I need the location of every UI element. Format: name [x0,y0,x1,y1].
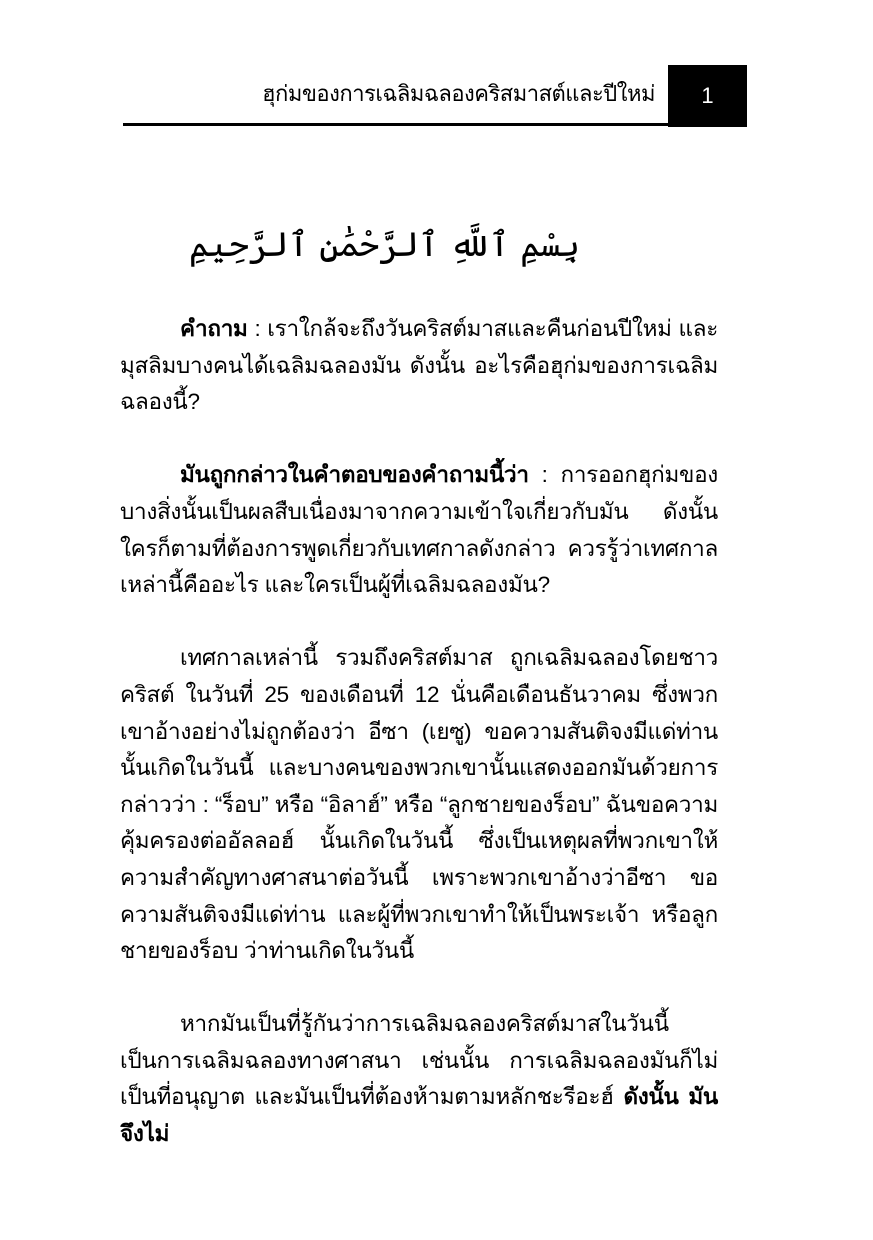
ruling-text: หากมันเป็นที่รู้กันว่าการเฉลิมฉลองคริสต์มาสในวันนี้เป็นการเฉลิมฉลองทางศาสนา เช่นนั้น การเฉลิมฉลองมันก็ไม่เป็นที่อนุญาต และมันเป็นที่ต้องห้ามตามหลักชะรีอะฮ์ [120,1011,718,1110]
answer-intro-text: : การออกฮุก่มของบางสิ่งนั้นเป็นผลสืบเนื่องมาจากความเข้าใจเกี่ยวกับมัน ดังนั้น ใครก็ตามที่ต้องการพูดเกี่ยวกับเทศกาลดังกล่าว ควรรู้ว่าเทศกาลเหล่านี้คืออะไร และใครเป็นผู้ที่เฉลิมฉลองมัน? [120,462,718,598]
paragraph-answer-intro [120,457,718,603]
question-label: คำถาม [180,316,248,341]
festivals-text: เทศกาลเหล่านี้ รวมถึงคริสต์มาส ถูกเฉลิมฉลองโดยชาวคริสต์ ในวันที่ 25 ของเดือนที่ 12 นั่นคือเดือนธันวาคม ซึ่งพวกเขาอ้างอย่างไม่ถูกต้องว่า อีซา (เยซู) ขอความสันติจงมีแด่ท่าน นั้นเกิดในวันนี้ และบางคนของพวกเขานั้นแสดงออกมันด้วยการกล่าวว่า : “ร็อบ” หรือ “อิลาฮ์” หรือ “ลูกชายของร็อบ” ฉันขอความคุ้มครองต่ออัลลอฮ์ นั้นเกิดในวันนี้ ซึ่งเป็นเหตุผลที่พวกเขาให้ความสำคัญทางศาสนาต่อวันนี้ เพราะพวกเขาอ้างว่าอีซา ขอความสันติจงมีแด่ท่าน และผู้ที่พวกเขาทำให้เป็นพระเจ้า หรือลูกชายของร็อบ ว่าท่านเกิดในวันนี้ [120,645,718,964]
document-body [120,311,718,1189]
paragraph-ruling [120,1006,718,1152]
answer-label: มันถูกกล่าวในคำตอบของคำถามนี้ว่า [180,462,529,488]
paragraph-question [120,311,718,421]
header-rule [123,123,669,126]
header-title: ฮุก่มของการเฉลิมฉลองคริสมาสต์และปีใหม่ [262,81,655,106]
basmala-calligraphy: بِسْمِ ٱللَّهِ ٱلرَّحْمَٰنِ ٱلرَّحِيمِ [188,225,580,265]
question-text: : เราใกล้จะถึงวันคริสต์มาสและคืนก่อนปีใหม่ และมุสลิมบางคนได้เฉลิมฉลองมัน ดังนั้น อะไรคือฮุก่มของการเฉลิมฉลองนี้? [120,316,718,415]
ruling-bold-trail: ดังนั้น มันจึงไม่ [120,1084,718,1147]
running-header [123,65,747,127]
page-number-box [668,65,747,127]
paragraph-festivals [120,640,718,969]
page-number: 1 [701,83,714,108]
